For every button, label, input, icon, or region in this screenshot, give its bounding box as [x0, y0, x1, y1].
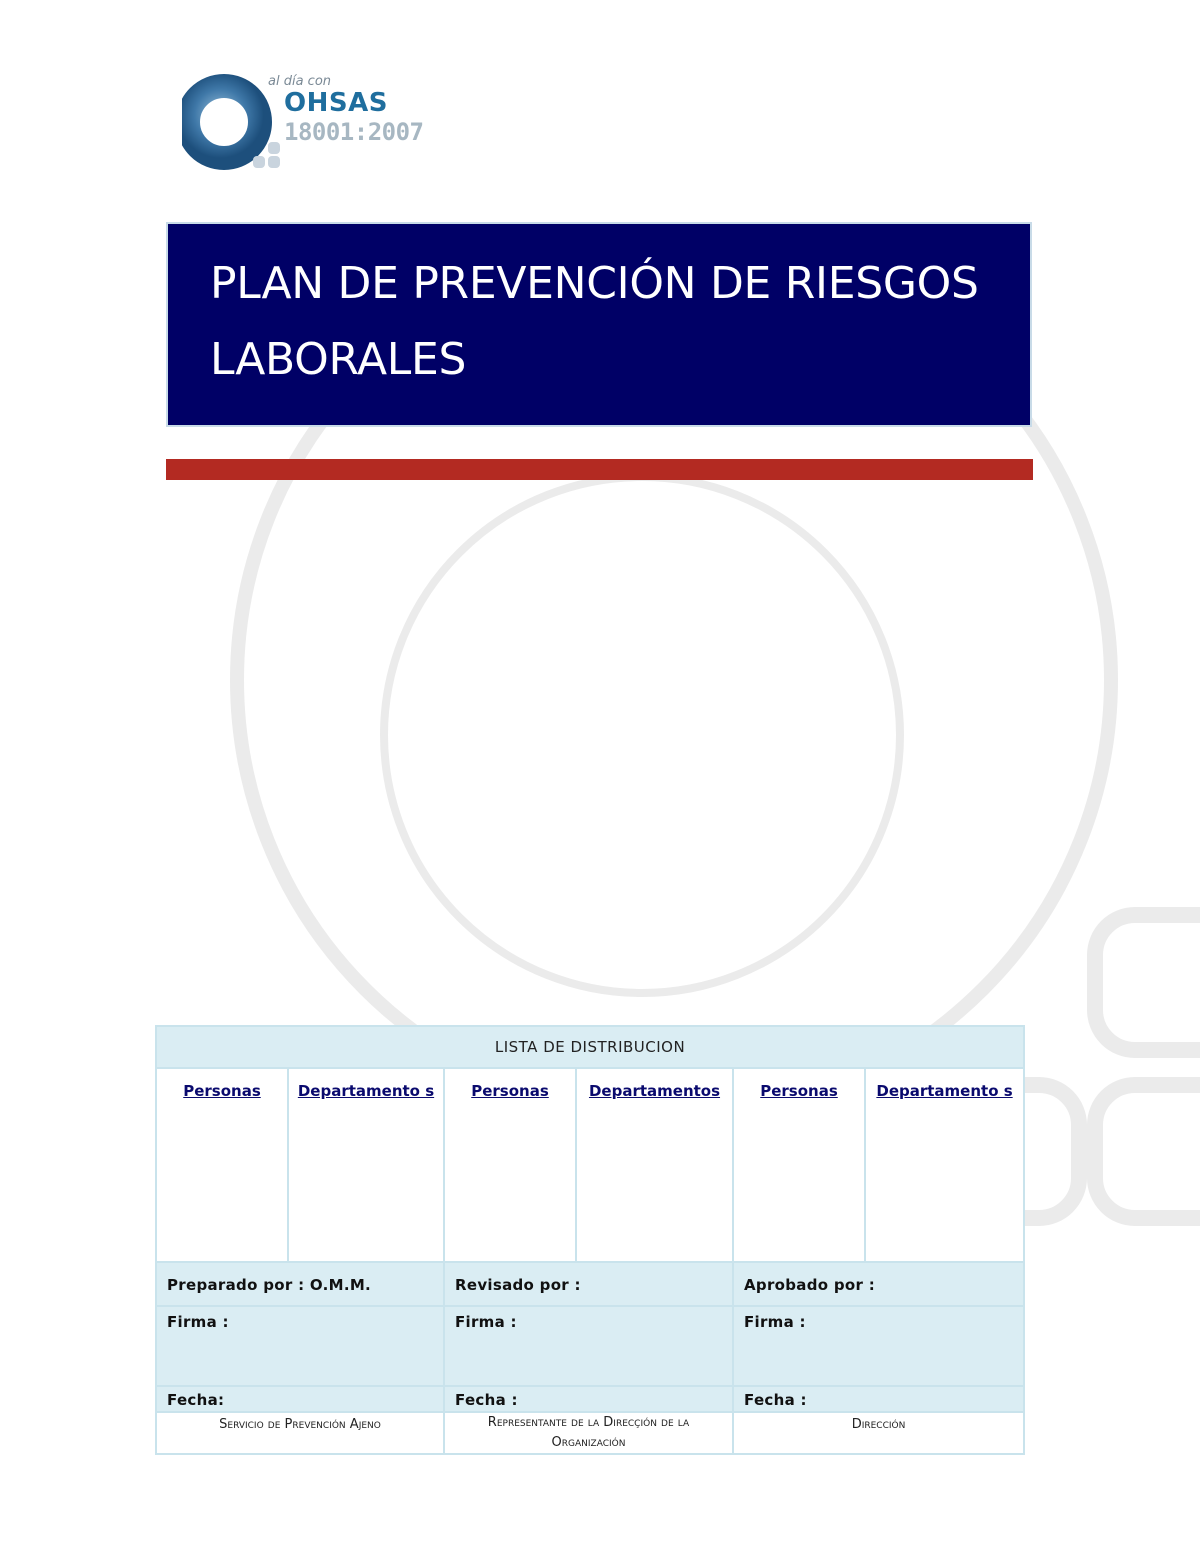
distribution-table: [155, 1025, 1025, 1455]
column-header-personas: [733, 1068, 865, 1262]
ohsas-logo: [182, 72, 452, 176]
role-label: Dirección: [851, 1417, 906, 1432]
role-label: Representante de la Direcçión de la Organización: [487, 1415, 690, 1450]
reviewed-by-label: Revisado por :: [455, 1276, 581, 1294]
column-header-label: Personas: [471, 1082, 549, 1100]
approved-by-cell: [733, 1262, 1024, 1306]
distribution-list-title: LISTA DE DISTRIBUCION: [156, 1026, 1024, 1068]
logo-brand: OHSAS: [284, 88, 388, 118]
reviewed-by-cell: [444, 1262, 733, 1306]
role-label: Servicio de Prevención Ajeno: [219, 1417, 381, 1432]
date-label: Fecha:: [167, 1391, 225, 1409]
column-header-departamentos: [576, 1068, 733, 1262]
column-header-label: Departamentos: [588, 1082, 721, 1100]
signature-cell: [444, 1306, 733, 1386]
date-label: Fecha :: [455, 1391, 518, 1409]
signature-cell: [733, 1306, 1024, 1386]
accent-bar: [166, 459, 1033, 480]
date-label: Fecha :: [744, 1391, 807, 1409]
prepared-by-cell: [156, 1262, 444, 1306]
approved-by-label: Aprobado por :: [744, 1276, 876, 1294]
column-header-label: Personas: [183, 1082, 261, 1100]
column-header-label: Departamento s: [876, 1082, 1013, 1100]
signature-cell: [156, 1306, 444, 1386]
column-header-label: Personas: [760, 1082, 838, 1100]
logo-tagline: al día con: [268, 74, 332, 89]
logo-standard: 18001:2007: [284, 118, 424, 146]
signature-label: Firma :: [744, 1313, 806, 1331]
column-header-personas: [156, 1068, 288, 1262]
date-cell: [733, 1386, 1024, 1412]
date-cell: [444, 1386, 733, 1412]
title-banner: [166, 222, 1032, 427]
signature-label: Firma :: [455, 1313, 517, 1331]
column-header-departamentos: [288, 1068, 444, 1262]
signature-label: Firma :: [167, 1313, 229, 1331]
role-cell: [444, 1412, 733, 1454]
prepared-by-label: Preparado por : O.M.M.: [167, 1276, 372, 1294]
column-header-departamentos: [865, 1068, 1024, 1262]
role-cell: [733, 1412, 1024, 1454]
column-header-label: Departamento s: [297, 1082, 435, 1100]
role-cell: [156, 1412, 444, 1454]
date-cell: [156, 1386, 444, 1412]
document-title: PLAN DE PREVENCIÓN DE RIESGOS LABORALES: [210, 258, 979, 385]
column-header-personas: [444, 1068, 576, 1262]
